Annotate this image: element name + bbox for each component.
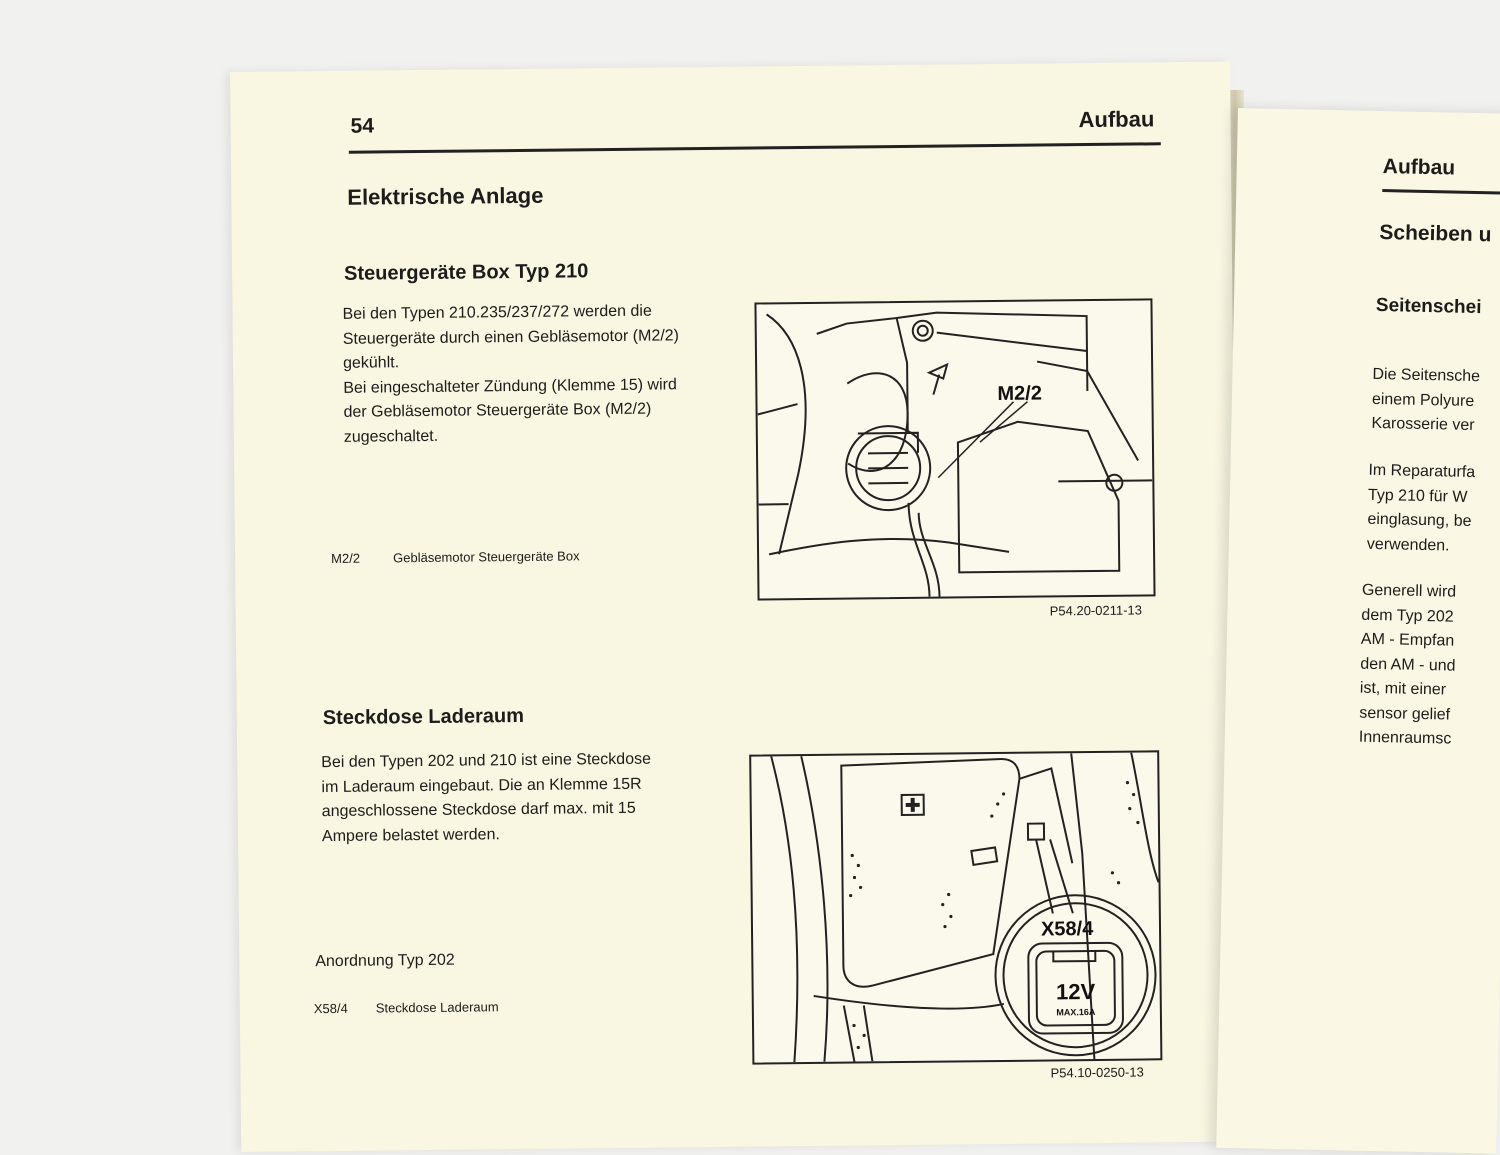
figure-id: P54.20-0211-13 xyxy=(1049,602,1143,619)
steuergeraete-paragraph xyxy=(342,299,680,450)
figure-id: P54.10-0250-13 xyxy=(1050,1064,1144,1081)
paragraph-line: Steuergeräte durch einen Gebläsemotor (M2/2) xyxy=(342,326,680,348)
right-paragraph-3 xyxy=(1359,579,1458,752)
paragraph-line: im Laderaum eingebaut. Die an Klemme 15R xyxy=(321,775,642,796)
paragraph-line: Karosserie ver xyxy=(1371,414,1475,435)
legend-text: Steckdose Laderaum xyxy=(375,999,499,1016)
legend-text: Gebläsemotor Steuergeräte Box xyxy=(393,548,580,566)
figure-blower-motor xyxy=(754,298,1155,600)
section-title: Elektrische Anlage xyxy=(347,182,544,210)
paragraph-line: einem Polyure xyxy=(1371,390,1475,410)
subsection-title-steckdose: Steckdose Laderaum xyxy=(322,704,525,730)
right-subsection-title: Seitenschei xyxy=(1375,294,1482,319)
legend-code: X58/4 xyxy=(313,1000,348,1017)
left-page xyxy=(230,62,1241,1152)
figure-label-m22: M2/2 xyxy=(997,382,1042,405)
legend-x584 xyxy=(314,999,499,1016)
steckdose-paragraph xyxy=(321,748,652,849)
legend-code: M2/2 xyxy=(331,550,361,566)
blower-motor-drawing xyxy=(756,300,1153,598)
right-page-header-title: Aufbau xyxy=(1382,155,1456,180)
paragraph-line: Typ 210 für W xyxy=(1367,486,1468,506)
socket-max-label: MAX.16A xyxy=(1056,1006,1096,1018)
paragraph-line: AM - Empfan xyxy=(1360,630,1455,650)
socket-voltage-label: 12V xyxy=(1055,978,1096,1005)
paragraph-line: Bei den Typen 210.235/237/272 werden die xyxy=(342,302,652,323)
paragraph-line: Die Seitensche xyxy=(1372,365,1481,386)
paragraph-line: verwenden. xyxy=(1366,535,1450,555)
right-section-title: Scheiben u xyxy=(1379,220,1492,247)
page-header-title: Aufbau xyxy=(1078,106,1155,133)
figure-cargo-socket xyxy=(749,750,1162,1064)
paragraph-line: Bei eingeschalteter Zündung (Klemme 15) wird xyxy=(343,375,677,397)
paragraph-line: der Gebläsemotor Steuergeräte Box (M2/2) xyxy=(343,400,652,421)
paragraph-line: Generell wird xyxy=(1361,581,1457,601)
paragraph-line: den AM - und xyxy=(1360,655,1456,675)
subsection-title-steuergeraete: Steuergeräte Box Typ 210 xyxy=(344,260,589,285)
right-paragraph-2 xyxy=(1367,459,1476,559)
paragraph-line: Ampere belastet werden. xyxy=(321,825,500,845)
right-header-rule xyxy=(1382,189,1500,196)
paragraph-line: sensor gelief xyxy=(1359,704,1451,724)
right-page xyxy=(1216,108,1500,1154)
paragraph-line: Innenraumsc xyxy=(1358,728,1452,748)
header-rule xyxy=(349,142,1161,154)
figure-caption-arrangement: Anordnung Typ 202 xyxy=(315,951,455,971)
legend-m22 xyxy=(331,548,580,566)
paragraph-line: gekühlt. xyxy=(342,354,400,372)
paragraph-line: Bei den Typen 202 und 210 ist eine Steckdose xyxy=(321,750,652,772)
paragraph-line: Im Reparaturfa xyxy=(1368,461,1476,482)
figure-label-x584: X58/4 xyxy=(1040,918,1094,941)
paragraph-line: einglasung, be xyxy=(1367,510,1472,530)
cargo-socket-drawing xyxy=(751,752,1160,1062)
paragraph-line: dem Typ 202 xyxy=(1361,606,1454,626)
paragraph-line: angeschlossene Steckdose darf max. mit 15 xyxy=(321,799,636,821)
paragraph-line: ist, mit einer xyxy=(1359,679,1447,699)
paragraph-line: zugeschaltet. xyxy=(343,427,439,446)
right-paragraph-1 xyxy=(1371,363,1480,439)
page-number: 54 xyxy=(350,114,375,138)
